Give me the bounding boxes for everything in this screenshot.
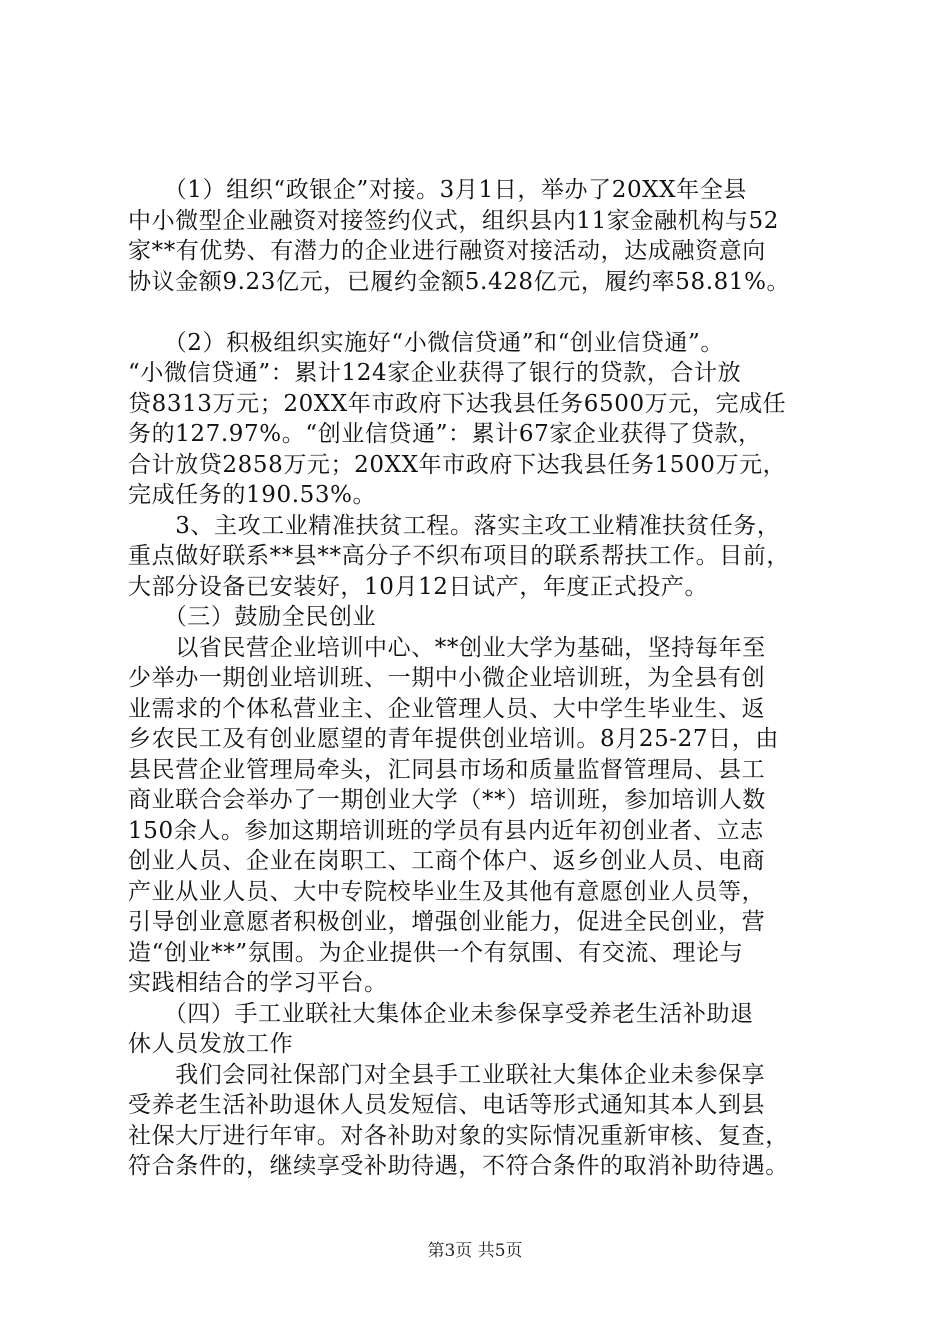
paragraph-line: （2）积极组织实施好“小微信贷通”和“创业信贷通”。 — [128, 329, 724, 356]
section-heading: 休人员发放工作 — [128, 1031, 294, 1057]
section-heading: （三）鼓励全民创业 — [128, 604, 377, 630]
paragraph-line: 少举办一期创业培训班、一期中小微企业培训班，为全县有创 — [128, 665, 766, 691]
paragraph-line: 合计放贷2858万元；20XX年市政府下达我县任务1500万元， — [128, 451, 787, 478]
paragraph-line: 实践相结合的学习平台。 — [128, 970, 388, 996]
paragraph-gap — [128, 297, 834, 328]
paragraph-line: 社保大厅进行年审。对各补助对象的实际情况重新审核、复查， — [128, 1122, 789, 1149]
paragraph-line: 大部分设备已安装好，10月12日试产，年度正式投产。 — [128, 573, 709, 600]
paragraph-line: 家**有优势、有潜力的企业进行融资对接活动，达成融资意向 — [128, 238, 766, 264]
paragraph-line: “小微信贷通”：累计124家企业获得了银行的贷款，合计放 — [128, 360, 742, 386]
page-number-footer: 第3页 共5页 — [427, 1241, 523, 1261]
paragraph-line: 150余人。参加这期培训班的学员有县内近年初创业者、立志 — [128, 817, 764, 844]
paragraph-line: 引导创业意愿者积极创业，增强创业能力，促进全民创业，营 — [128, 909, 766, 935]
paragraph-line: 符合条件的，继续享受补助待遇，不符合条件的取消补助待遇。 — [128, 1153, 789, 1179]
paragraph-line: 贷8313万元；20XX年市政府下达我县任务6500万元，完成任 — [128, 390, 787, 417]
paragraph-line: 业需求的个体私营业主、企业管理人员、大中学生毕业生、返 — [128, 695, 766, 722]
paragraph-line: 县民营企业管理局牵头，汇同县市场和质量监督管理局、县工 — [128, 756, 766, 783]
paragraph-line: 乡农民工及有创业愿望的青年提供创业培训。8月25-27日，由 — [128, 726, 779, 752]
paragraph-line: 协议金额9.23亿元，已履约金额5.428亿元，履约率58.81%。 — [128, 268, 791, 295]
paragraph-line: 受养老生活补助退休人员发短信、电话等形式通知其本人到县 — [128, 1092, 766, 1118]
document-body — [128, 175, 834, 1182]
paragraph-line: 中小微型企业融资对接签约仪式，组织县内11家金融机构与52 — [128, 207, 779, 234]
paragraph-line: （1）组织“政银企”对接。3月1日，举办了20XX年全县 — [128, 177, 747, 203]
paragraph-line: 造“创业**”氛围。为企业提供一个有氛围、有交流、理论与 — [128, 939, 744, 966]
paragraph-line: 务的127.97%。“创业信贷通”：累计67家企业获得了贷款， — [128, 421, 762, 447]
paragraph-line: 以省民营企业培训中心、**创业大学为基础，坚持每年至 — [128, 634, 766, 661]
paragraph-line: 完成任务的190.53%。 — [128, 482, 377, 508]
paragraph-line: 商业联合会举办了一期创业大学（**）培训班，参加培训人数 — [128, 787, 766, 813]
paragraph-line: 产业从业人员、大中专院校毕业生及其他有意愿创业人员等， — [128, 878, 766, 905]
paragraph-line: 我们会同社保部门对全县手工业联社大集体企业未参保享 — [128, 1061, 766, 1088]
paragraph-line: 重点做好联系**县**高分子不织布项目的联系帮扶工作。目前， — [128, 543, 790, 569]
paragraph-line: 3、主攻工业精准扶贫工程。落实主攻工业精准扶贫任务， — [128, 512, 781, 539]
section-heading: （四）手工业联社大集体企业未参保享受养老生活补助退 — [128, 1000, 754, 1027]
paragraph-line: 创业人员、企业在岗职工、工商个体户、返乡创业人员、电商 — [128, 848, 766, 874]
